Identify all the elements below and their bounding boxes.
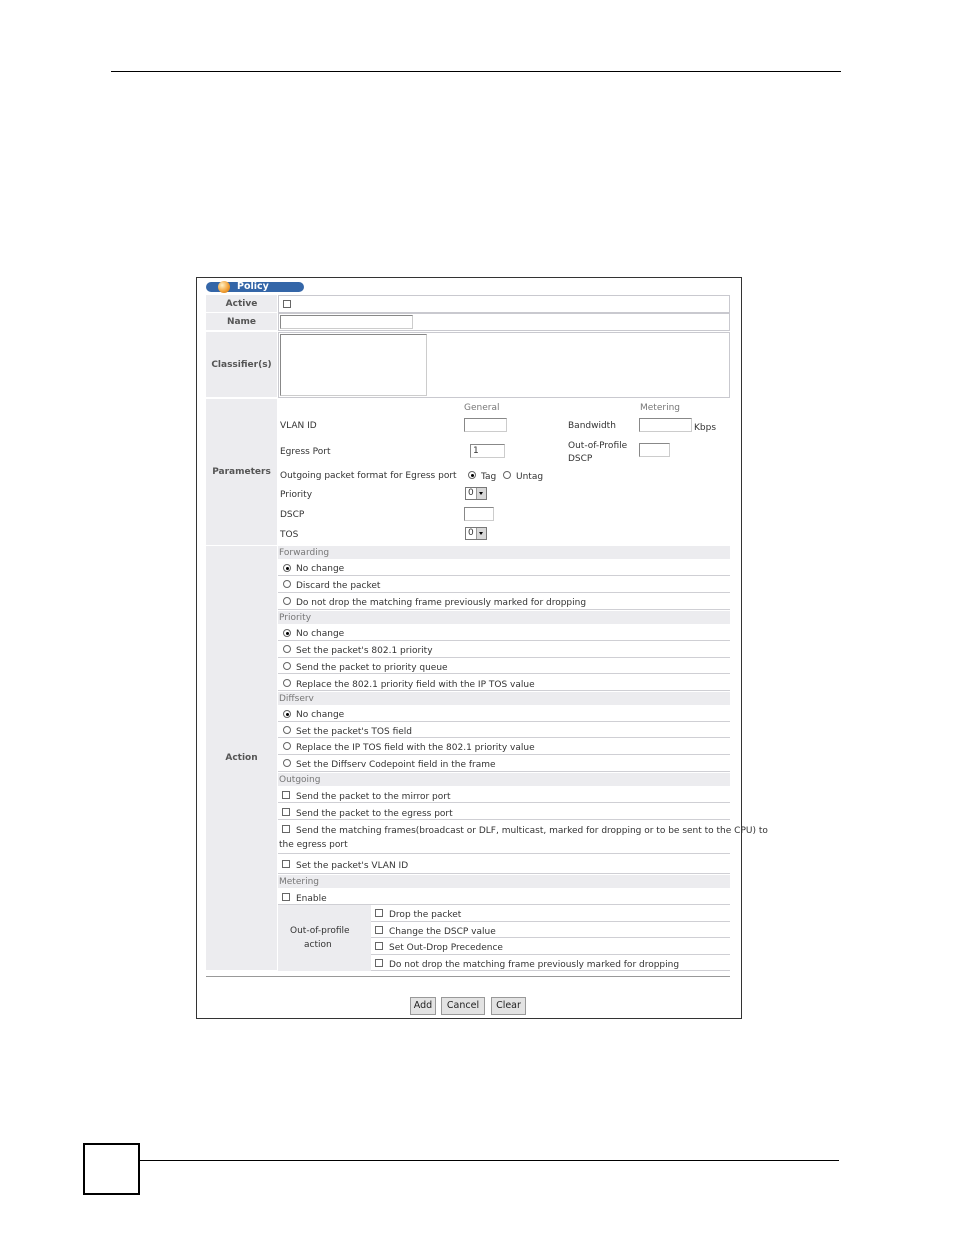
oop-option-label: Do not drop the matching frame previously marked for dropping xyxy=(389,960,680,970)
metering-enable-checkbox[interactable] xyxy=(282,893,290,901)
priority-no-change-radio[interactable] xyxy=(283,629,291,637)
diffserv-header: Diffserv xyxy=(279,694,314,704)
oop-do-not-drop-checkbox[interactable] xyxy=(375,959,383,967)
oop-action-label-line1: Out-of-profile xyxy=(290,926,350,936)
diffserv-option-row xyxy=(278,722,730,738)
diffserv-option-label: Replace the IP TOS field with the 802.1 priority value xyxy=(296,743,535,753)
outgoing-option-row xyxy=(278,803,730,820)
priority-option-row xyxy=(278,624,730,641)
dscp-input[interactable] xyxy=(464,507,494,521)
priority-section-header xyxy=(278,611,730,624)
forwarding-discard-radio[interactable] xyxy=(283,580,291,588)
page-number-box xyxy=(83,1143,140,1195)
forwarding-option-row xyxy=(278,593,730,610)
diffserv-set-tos-radio[interactable] xyxy=(283,726,291,734)
egress-port-input[interactable]: 1 xyxy=(470,444,505,458)
diffserv-section-header xyxy=(278,692,730,705)
outgoing-option-label: Set the packet's VLAN ID xyxy=(296,861,409,871)
cancel-button[interactable]: Cancel xyxy=(441,997,485,1015)
name-row xyxy=(278,313,730,331)
diffserv-option-label: Set the Diffserv Codepoint field in the frame xyxy=(296,760,496,770)
outgoing-format-label: Outgoing packet format for Egress port xyxy=(280,471,457,481)
diffserv-no-change-radio[interactable] xyxy=(283,710,291,718)
priority-header: Priority xyxy=(279,613,312,623)
diffserv-option-row xyxy=(278,755,730,772)
priority-option-label: Send the packet to priority queue xyxy=(296,663,448,673)
name-label: Name xyxy=(206,313,277,331)
priority-option-row xyxy=(278,674,730,691)
metering-enable-row xyxy=(278,888,730,905)
metering-header: Metering xyxy=(640,403,680,413)
diffserv-option-label: Set the packet's TOS field xyxy=(296,727,413,737)
outgoing-mirror-checkbox[interactable] xyxy=(282,791,290,799)
oop-dscp-input[interactable] xyxy=(639,443,670,457)
dscp-label: DSCP xyxy=(280,510,305,520)
chevron-down-icon xyxy=(476,528,486,539)
tag-radio[interactable] xyxy=(468,471,476,479)
forwarding-no-change-radio[interactable] xyxy=(283,564,291,572)
outgoing-option-label: Send the matching frames(broadcast or DLF, multicast, marked for dropping or to be sent to the CPU) to xyxy=(296,826,768,836)
forwarding-option-row xyxy=(278,576,730,593)
oop-out-drop-checkbox[interactable] xyxy=(375,942,383,950)
outgoing-section-header xyxy=(278,773,730,786)
priority-option-label: Set the packet's 802.1 priority xyxy=(296,646,433,656)
parameters-label: Parameters xyxy=(206,399,277,546)
vlan-id-input[interactable] xyxy=(464,418,507,432)
priority-set-8021-radio[interactable] xyxy=(283,645,291,653)
forwarding-section-header xyxy=(278,546,730,559)
diffserv-option-row xyxy=(278,705,730,722)
metering-section-header xyxy=(278,875,730,888)
priority-option-label: Replace the 802.1 priority field with the IP TOS value xyxy=(296,680,535,690)
diffserv-codepoint-radio[interactable] xyxy=(283,759,291,767)
egress-port-label: Egress Port xyxy=(280,447,331,457)
priority-select[interactable] xyxy=(465,487,487,500)
priority-queue-radio[interactable] xyxy=(283,662,291,670)
classifiers-row xyxy=(278,332,730,398)
oop-drop-checkbox[interactable] xyxy=(375,909,383,917)
forwarding-header: Forwarding xyxy=(279,548,330,558)
tos-label: TOS xyxy=(280,530,299,540)
vlan-id-label: VLAN ID xyxy=(280,421,317,431)
oop-option-row xyxy=(371,955,730,971)
bandwidth-input[interactable] xyxy=(639,418,692,432)
oop-dscp-label-line1: Out-of-Profile xyxy=(568,441,628,451)
tos-select-value: 0 xyxy=(468,528,474,538)
orb-icon xyxy=(218,281,230,293)
oop-action-label-cell xyxy=(278,905,371,971)
classifiers-label: Classifier(s) xyxy=(206,332,277,398)
oop-option-row xyxy=(371,938,730,955)
priority-option-row xyxy=(278,641,730,658)
oop-action-label-line2: action xyxy=(304,940,332,950)
priority-label: Priority xyxy=(280,490,313,500)
form-divider xyxy=(206,976,730,977)
active-checkbox[interactable] xyxy=(283,300,291,308)
name-input[interactable] xyxy=(280,315,413,329)
forwarding-option-label: Do not drop the matching frame previously marked for dropping xyxy=(296,598,587,608)
oop-change-dscp-checkbox[interactable] xyxy=(375,926,383,934)
outgoing-option-row xyxy=(278,786,730,803)
oop-option-label: Set Out-Drop Precedence xyxy=(389,943,503,953)
outgoing-option-label: Send the packet to the mirror port xyxy=(296,792,451,802)
tag-label: Tag xyxy=(481,472,497,482)
clear-button[interactable]: Clear xyxy=(491,997,526,1015)
policy-title: Policy xyxy=(237,281,269,292)
outgoing-egress-checkbox[interactable] xyxy=(282,808,290,816)
parameters-area xyxy=(278,399,730,546)
metering-header: Metering xyxy=(279,877,319,887)
untag-label: Untag xyxy=(516,472,544,482)
outgoing-option-label: Send the packet to the egress port xyxy=(296,809,453,819)
outgoing-vlan-checkbox[interactable] xyxy=(282,860,290,868)
bandwidth-label: Bandwidth xyxy=(568,421,616,431)
general-header: General xyxy=(464,403,500,413)
chevron-down-icon xyxy=(476,488,486,499)
outgoing-matching-frames-checkbox[interactable] xyxy=(282,825,290,833)
oop-option-row xyxy=(371,905,730,922)
action-label: Action xyxy=(206,546,277,971)
outgoing-option-label-wrap: the egress port xyxy=(279,840,348,850)
active-row xyxy=(278,295,730,313)
oop-option-row xyxy=(371,922,730,938)
outgoing-header: Outgoing xyxy=(279,775,321,785)
add-button[interactable]: Add xyxy=(410,997,436,1015)
policy-panel xyxy=(196,277,768,1019)
diffserv-replace-tos-radio[interactable] xyxy=(283,742,291,750)
oop-option-label: Change the DSCP value xyxy=(389,927,496,937)
priority-option-label: No change xyxy=(296,629,345,639)
diffserv-option-label: No change xyxy=(296,710,345,720)
oop-option-label: Drop the packet xyxy=(389,910,462,920)
forwarding-option-label: No change xyxy=(296,564,345,574)
priority-select-value: 0 xyxy=(468,488,474,498)
header-rule xyxy=(111,71,841,72)
priority-replace-radio[interactable] xyxy=(283,679,291,687)
forwarding-do-not-drop-radio[interactable] xyxy=(283,597,291,605)
kbps-unit: Kbps xyxy=(694,423,717,433)
tos-select[interactable] xyxy=(465,527,487,540)
active-label: Active xyxy=(206,295,277,313)
classifiers-listbox[interactable] xyxy=(280,334,427,396)
forwarding-option-row xyxy=(278,559,730,576)
priority-option-row xyxy=(278,658,730,674)
forwarding-option-label: Discard the packet xyxy=(296,581,381,591)
untag-radio[interactable] xyxy=(503,471,511,479)
footer-rule xyxy=(140,1160,839,1161)
diffserv-option-row xyxy=(278,738,730,755)
metering-enable-label: Enable xyxy=(296,894,327,904)
policy-title-pill xyxy=(206,282,304,292)
oop-dscp-label-line2: DSCP xyxy=(568,454,593,464)
outgoing-option-row xyxy=(278,820,768,854)
outgoing-option-row xyxy=(278,854,730,874)
